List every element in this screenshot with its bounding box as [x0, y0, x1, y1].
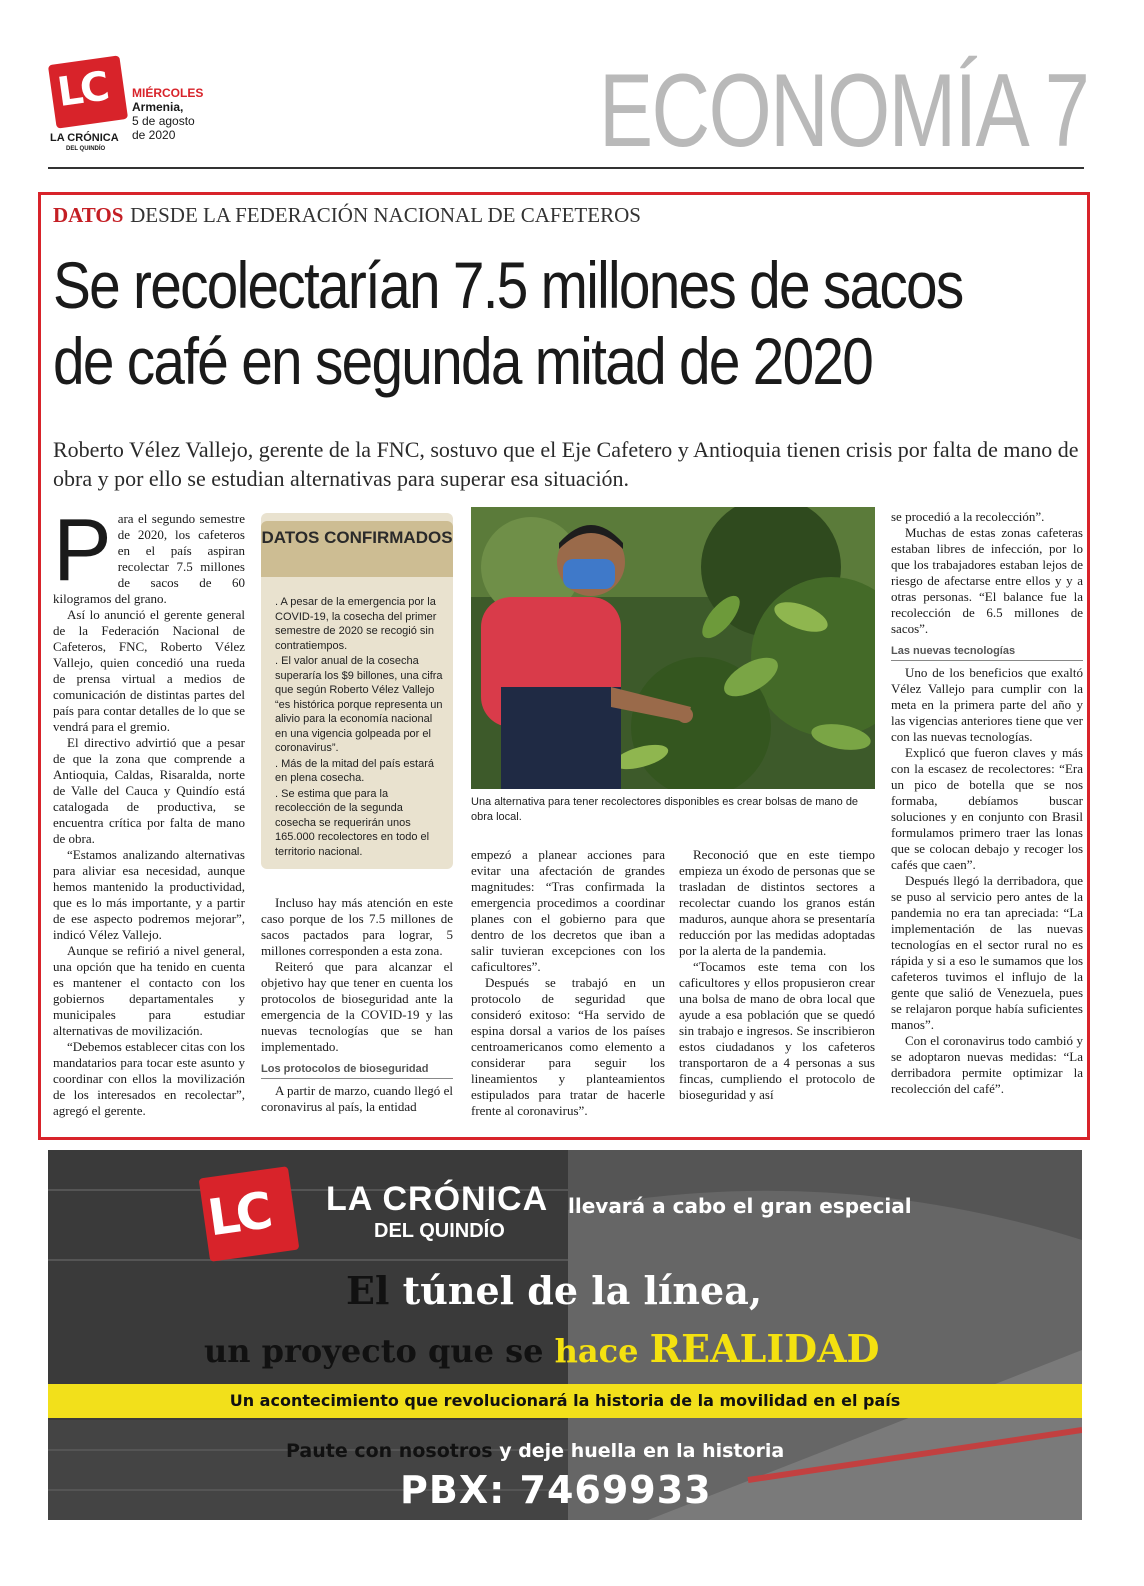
- paragraph: “Debemos establecer citas con los mandatarios para tocar este asunto y coordinar con ellos la movilización de los interesados en recolectar”, agregó el gerente.: [53, 1039, 245, 1118]
- paragraph: “Tocamos este tema con los caficultores y ellos propusieron crear una bolsa de mano de obra local que ayude a esa población que se quedó sin trabajo e ingresos. Se inscribieron estos ciudadanos y los cafeteros transportaron de a 4 personas a sus fincas, cumpliendo el protocolo de bioseguridad y así: [679, 959, 875, 1102]
- article-frame: [38, 192, 1090, 1140]
- facts-box-body: [275, 595, 443, 860]
- fact-item: . A pesar de la emergencia por la COVID-19, la cosecha del primer semestre de 2020 se recogió sin contratiempos.: [275, 596, 437, 652]
- date-city: Armenia,: [132, 100, 184, 114]
- column-1: [53, 500, 245, 1119]
- lead-paragraph: Roberto Vélez Vallejo, gerente de la FNC, sostuvo que el Eje Cafetero y Antioquia tienen crisis por falta de mano de obra y por ello se estudian alternativas para superar esa situación.: [53, 437, 1079, 491]
- kicker-label: DATOS: [53, 203, 124, 227]
- column-5: [891, 509, 1083, 1097]
- facts-box: [261, 513, 453, 869]
- column-2: [261, 895, 453, 1115]
- fact-item: . Se estima que para la recolección de la segunda cosecha se requerirán unos 165.000 recolectores en todo el territorio nacional.: [275, 787, 430, 858]
- coffee-picker-photo[interactable]: [471, 507, 875, 789]
- subheading: Las nuevas tecnologías: [891, 643, 1083, 661]
- paragraph: El directivo advirtió que a pesar de que la zona que comprende a Antioquia, Caldas, Risaralda, norte de Valle del Cauca y Quindío está catalogada de productiva, se encuentra crítica por falta de mano de obra.: [53, 735, 245, 846]
- paragraph: empezó a planear acciones para evitar una afectación de grandes magnitudes: “Tras confirmada la emergencia procedimos a coordinar planes con el gobierno para que dentro de los decretos que iban a salir tuvieran excepciones con los caficultores”.: [471, 847, 665, 974]
- logo-name: LA CRÓNICA: [50, 132, 119, 144]
- masthead: [48, 53, 1088, 170]
- date-line-2: de 2020: [132, 128, 176, 142]
- paragraph: Con el coronavirus todo cambió y se adoptaron nuevas medidas: “La derribadora permite optimizar la recolección del café”.: [891, 1033, 1083, 1096]
- paragraph: Incluso hay más atención en este caso porque de los 7.5 millones de sacos pactados para lograr, 5 millones corresponden a esta zona.: [261, 895, 453, 958]
- date-line-1: 5 de agosto: [132, 114, 195, 128]
- paragraph: Así lo anunció el gerente general de la Federación Nacional de Cafeteros, FNC, Roberto Vélez Vallejo, quien concedió una rueda de prensa virtual a medios de comunicación de distintas partes del país para contar detalles de lo que se vendrá para el gremio.: [53, 607, 245, 734]
- ad-brand: LA CRÓNICA: [326, 1180, 549, 1218]
- headline-line-2: de café en segunda mitad de 2020: [53, 324, 873, 398]
- paragraph: Reconoció que en este tiempo empieza un éxodo de personas que se trasladan de distintos sectores a recolectar cuando los granos están maduros, aunque ahora se presentaría reducción por las medidas adoptadas por la alerta de la pandemia.: [679, 847, 875, 958]
- paragraph: “Estamos analizando alternativas para aliviar esa necesidad, aunque hemos mantenido la productividad, que es lo más importante, y a partir de ese aspecto podremos mejorar”, indicó Vélez Vallejo.: [53, 847, 245, 942]
- paragraph: Después llegó la derribadora, que se puso al servicio pero antes de la pandemia no era tan apreciada: “La implementación de las nuevas tecnologías en el sector rural no es rápida y si a eso le sumamos que los cafeteros tuvimos el influjo de la gente que salió de Venezuela, pues se relajaron porque había suficientes manos”.: [891, 873, 1083, 1032]
- paragraph: Muchas de estas zonas cafeteras estaban libres de infección, por lo que los trabajadores estaban lejos de riesgo de afectarse entre ellos y y a otras personas. “El balance fue la recolección de 6.5 millones de sacos”.: [891, 525, 1083, 636]
- headline: [53, 247, 1076, 399]
- ad-phone-number[interactable]: PBX: 7469933: [400, 1468, 712, 1512]
- paragraph: Después se trabajó en un protocolo de seguridad que consideró exitoso: “Ha servido de espina dorsal a varios de los países centroamericanos como elemento a considerar para seguir los lineamientos y planteamientos estipulados para tratar de hacerle frente al coronavirus”.: [471, 975, 665, 1118]
- ad-headline-1: El túnel de la línea,: [346, 1268, 763, 1313]
- logo-subtitle: DEL QUINDÍO: [66, 146, 106, 152]
- ad-logo: [199, 1166, 300, 1262]
- kicker: [53, 203, 641, 228]
- newspaper-logo[interactable]: [48, 55, 128, 128]
- photo-caption: Una alternativa para tener recolectores disponibles es crear bolsas de mano de obra local.: [471, 796, 859, 823]
- header-divider: [48, 167, 1084, 169]
- issue-date: [132, 86, 203, 142]
- paragraph: Para el segundo semestre de 2020, los cafeteros en el país aspiran recolectar 7.5 millones de sacos de 60 kilogramos del grano.: [53, 500, 245, 606]
- logo-initials: LC: [54, 63, 110, 116]
- paragraph: Uno de los beneficios que exaltó Vélez Vallejo para cumplir con la meta en la primera parte del año y las vigencias anteriores tiene que ver con las nuevas tecnologías.: [891, 665, 1083, 744]
- ad-yellow-band: Un acontecimiento que revolucionará la historia de la movilidad en el país: [48, 1384, 1082, 1418]
- advertisement-banner[interactable]: [48, 1150, 1082, 1520]
- ad-logo-initials: LC: [204, 1181, 273, 1248]
- column-3: [471, 847, 665, 1119]
- ad-brand-sub: DEL QUINDÍO: [374, 1220, 505, 1242]
- ad-headline-2: un proyecto que se hace REALIDAD: [204, 1326, 880, 1371]
- facts-box-title: DATOS CONFIRMADOS: [261, 521, 453, 577]
- paragraph: Explicó que fueron claves y más con la escasez de recolectores: “Era un pico de botella que se nos formaba, debíamos buscar soluciones y en conjunto con Brasil formulamos primero traer las lonas que se colocan debajo y recoger los cafés que caen”.: [891, 745, 1083, 872]
- paragraph: A partir de marzo, cuando llegó el coronavirus al país, la entidad: [261, 1083, 453, 1114]
- fact-item: . El valor anual de la cosecha superaría los $9 billones, una cifra que según Roberto Vélez Vallejo “es histórica porque representa un alivio para la economía nacional en una vigencia golpeada por el coronavirus”.: [275, 655, 443, 754]
- paragraph: Aunque se refirió a nivel general, una opción que ha tenido en cuenta es mantener el contacto con los gobiernos departamentales y municipales para estudiar alternativas de movilización.: [53, 943, 245, 1038]
- photo-illustration: [471, 507, 875, 789]
- section-title: ECONOMÍA 7: [598, 53, 1088, 169]
- ad-call-to-action: Paute con nosotros y deje huella en la historia: [286, 1440, 785, 1462]
- kicker-text: DESDE LA FEDERACIÓN NACIONAL DE CAFETEROS: [130, 203, 641, 227]
- column-4: [679, 847, 875, 1103]
- subheading: Los protocolos de bioseguridad: [261, 1061, 453, 1079]
- fact-item: . Más de la mitad del país estará en plena cosecha.: [275, 757, 434, 784]
- ad-tagline: llevará a cabo el gran especial: [568, 1194, 912, 1218]
- paragraph: se procedió a la recolección”.: [891, 509, 1045, 524]
- headline-line-1: Se recolectarían 7.5 millones de sacos: [53, 248, 963, 322]
- date-day: MIÉRCOLES: [132, 86, 204, 100]
- paragraph: Reiteró que para alcanzar el objetivo hay que tener en cuenta los protocolos de bioseguridad ante la emergencia de la COVID-19 y las nuevas tecnologías que se han implementado.: [261, 959, 453, 1054]
- drop-cap: P: [53, 500, 112, 599]
